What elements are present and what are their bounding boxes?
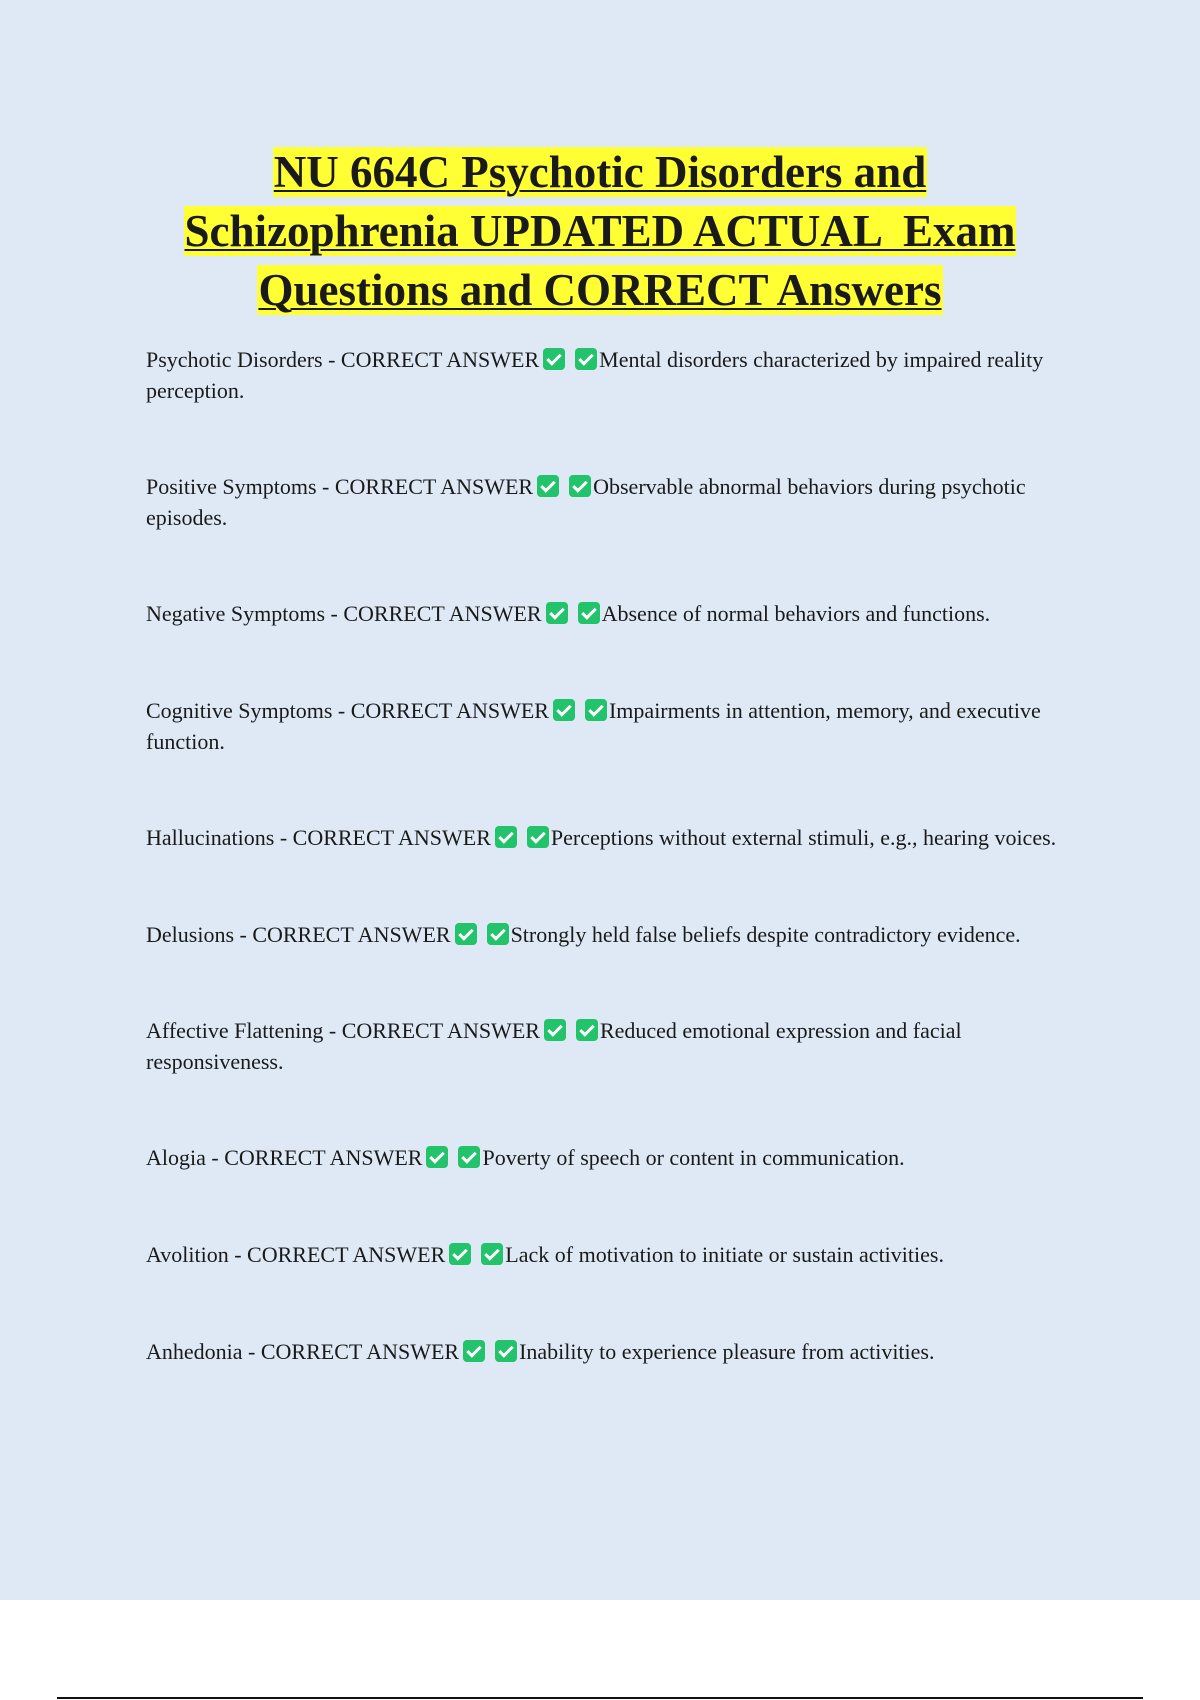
qa-definition: Absence of normal behaviors and functions. xyxy=(601,601,991,626)
qa-definition: Reduced emotional expression and facial responsiveness. xyxy=(146,1018,962,1074)
qa-separator: - CORRECT ANSWER xyxy=(242,1339,460,1364)
qa-term: Psychotic Disorders xyxy=(146,347,323,372)
check-icon xyxy=(569,475,591,497)
qa-separator: - CORRECT ANSWER xyxy=(316,474,534,499)
qa-definition: Inability to experience pleasure from activities. xyxy=(519,1339,935,1364)
footer-divider xyxy=(57,1697,1143,1699)
check-icon xyxy=(463,1340,485,1362)
qa-item xyxy=(146,1240,1086,1271)
qa-term: Negative Symptoms xyxy=(146,601,326,626)
title-line-3: Questions and CORRECT Answers xyxy=(258,265,942,315)
check-icon xyxy=(585,699,607,721)
qa-list xyxy=(146,345,1086,1434)
qa-item xyxy=(146,599,1086,630)
qa-definition: Perceptions without external stimuli, e.g., hearing voices. xyxy=(550,825,1057,850)
qa-definition: Lack of motivation to initiate or sustain activities. xyxy=(505,1242,944,1267)
qa-item xyxy=(146,472,1086,533)
check-icon xyxy=(495,826,517,848)
qa-term: Avolition xyxy=(146,1242,229,1267)
document-title xyxy=(0,143,1200,320)
qa-separator: - CORRECT ANSWER xyxy=(323,1018,540,1043)
qa-separator: - CORRECT ANSWER xyxy=(274,825,491,850)
check-icon xyxy=(495,1340,517,1362)
check-icon xyxy=(481,1243,503,1265)
qa-term: Hallucinations xyxy=(146,825,275,850)
qa-item xyxy=(146,1337,1086,1368)
check-icon xyxy=(546,602,568,624)
qa-separator: - CORRECT ANSWER xyxy=(205,1145,423,1170)
check-icon xyxy=(487,923,509,945)
qa-item xyxy=(146,1016,1086,1077)
check-icon xyxy=(544,1019,566,1041)
qa-definition: Observable abnormal behaviors during psychotic episodes. xyxy=(146,474,1026,530)
qa-separator: - CORRECT ANSWER xyxy=(325,601,542,626)
qa-term: Positive Symptoms xyxy=(146,474,317,499)
qa-term: Delusions xyxy=(146,921,234,947)
qa-term: Anhedonia xyxy=(146,1339,243,1364)
qa-term: Alogia xyxy=(146,1145,206,1170)
title-line-2: Schizophrenia UPDATED ACTUAL Exam xyxy=(184,206,1016,256)
check-icon xyxy=(543,348,565,370)
qa-separator: - CORRECT ANSWER xyxy=(228,1242,446,1267)
check-icon xyxy=(458,1146,480,1168)
title-line-1: NU 664C Psychotic Disorders and xyxy=(273,147,927,197)
check-icon xyxy=(449,1243,471,1265)
check-icon xyxy=(576,1019,598,1041)
qa-definition: Impairments in attention, memory, and executive function. xyxy=(146,698,1041,754)
qa-item xyxy=(146,345,1086,406)
check-icon xyxy=(537,475,559,497)
qa-item xyxy=(146,823,1086,854)
check-icon xyxy=(527,826,549,848)
check-icon xyxy=(578,602,600,624)
qa-definition: Mental disorders characterized by impaired reality perception. xyxy=(146,347,1044,403)
qa-item xyxy=(146,920,1086,951)
qa-separator: - CORRECT ANSWER xyxy=(332,698,549,723)
check-icon xyxy=(455,923,477,945)
check-icon xyxy=(553,699,575,721)
check-icon xyxy=(575,348,597,370)
qa-item xyxy=(146,696,1086,757)
qa-term: Affective Flattening xyxy=(146,1018,324,1043)
qa-definition: Strongly held false beliefs despite contradictory evidence. xyxy=(510,921,1021,947)
qa-separator: - CORRECT ANSWER xyxy=(234,921,451,947)
check-icon xyxy=(426,1146,448,1168)
qa-term: Cognitive Symptoms xyxy=(146,698,333,723)
qa-separator: - CORRECT ANSWER xyxy=(322,347,540,372)
qa-item xyxy=(146,1143,1086,1174)
qa-definition: Poverty of speech or content in communication. xyxy=(482,1145,905,1170)
